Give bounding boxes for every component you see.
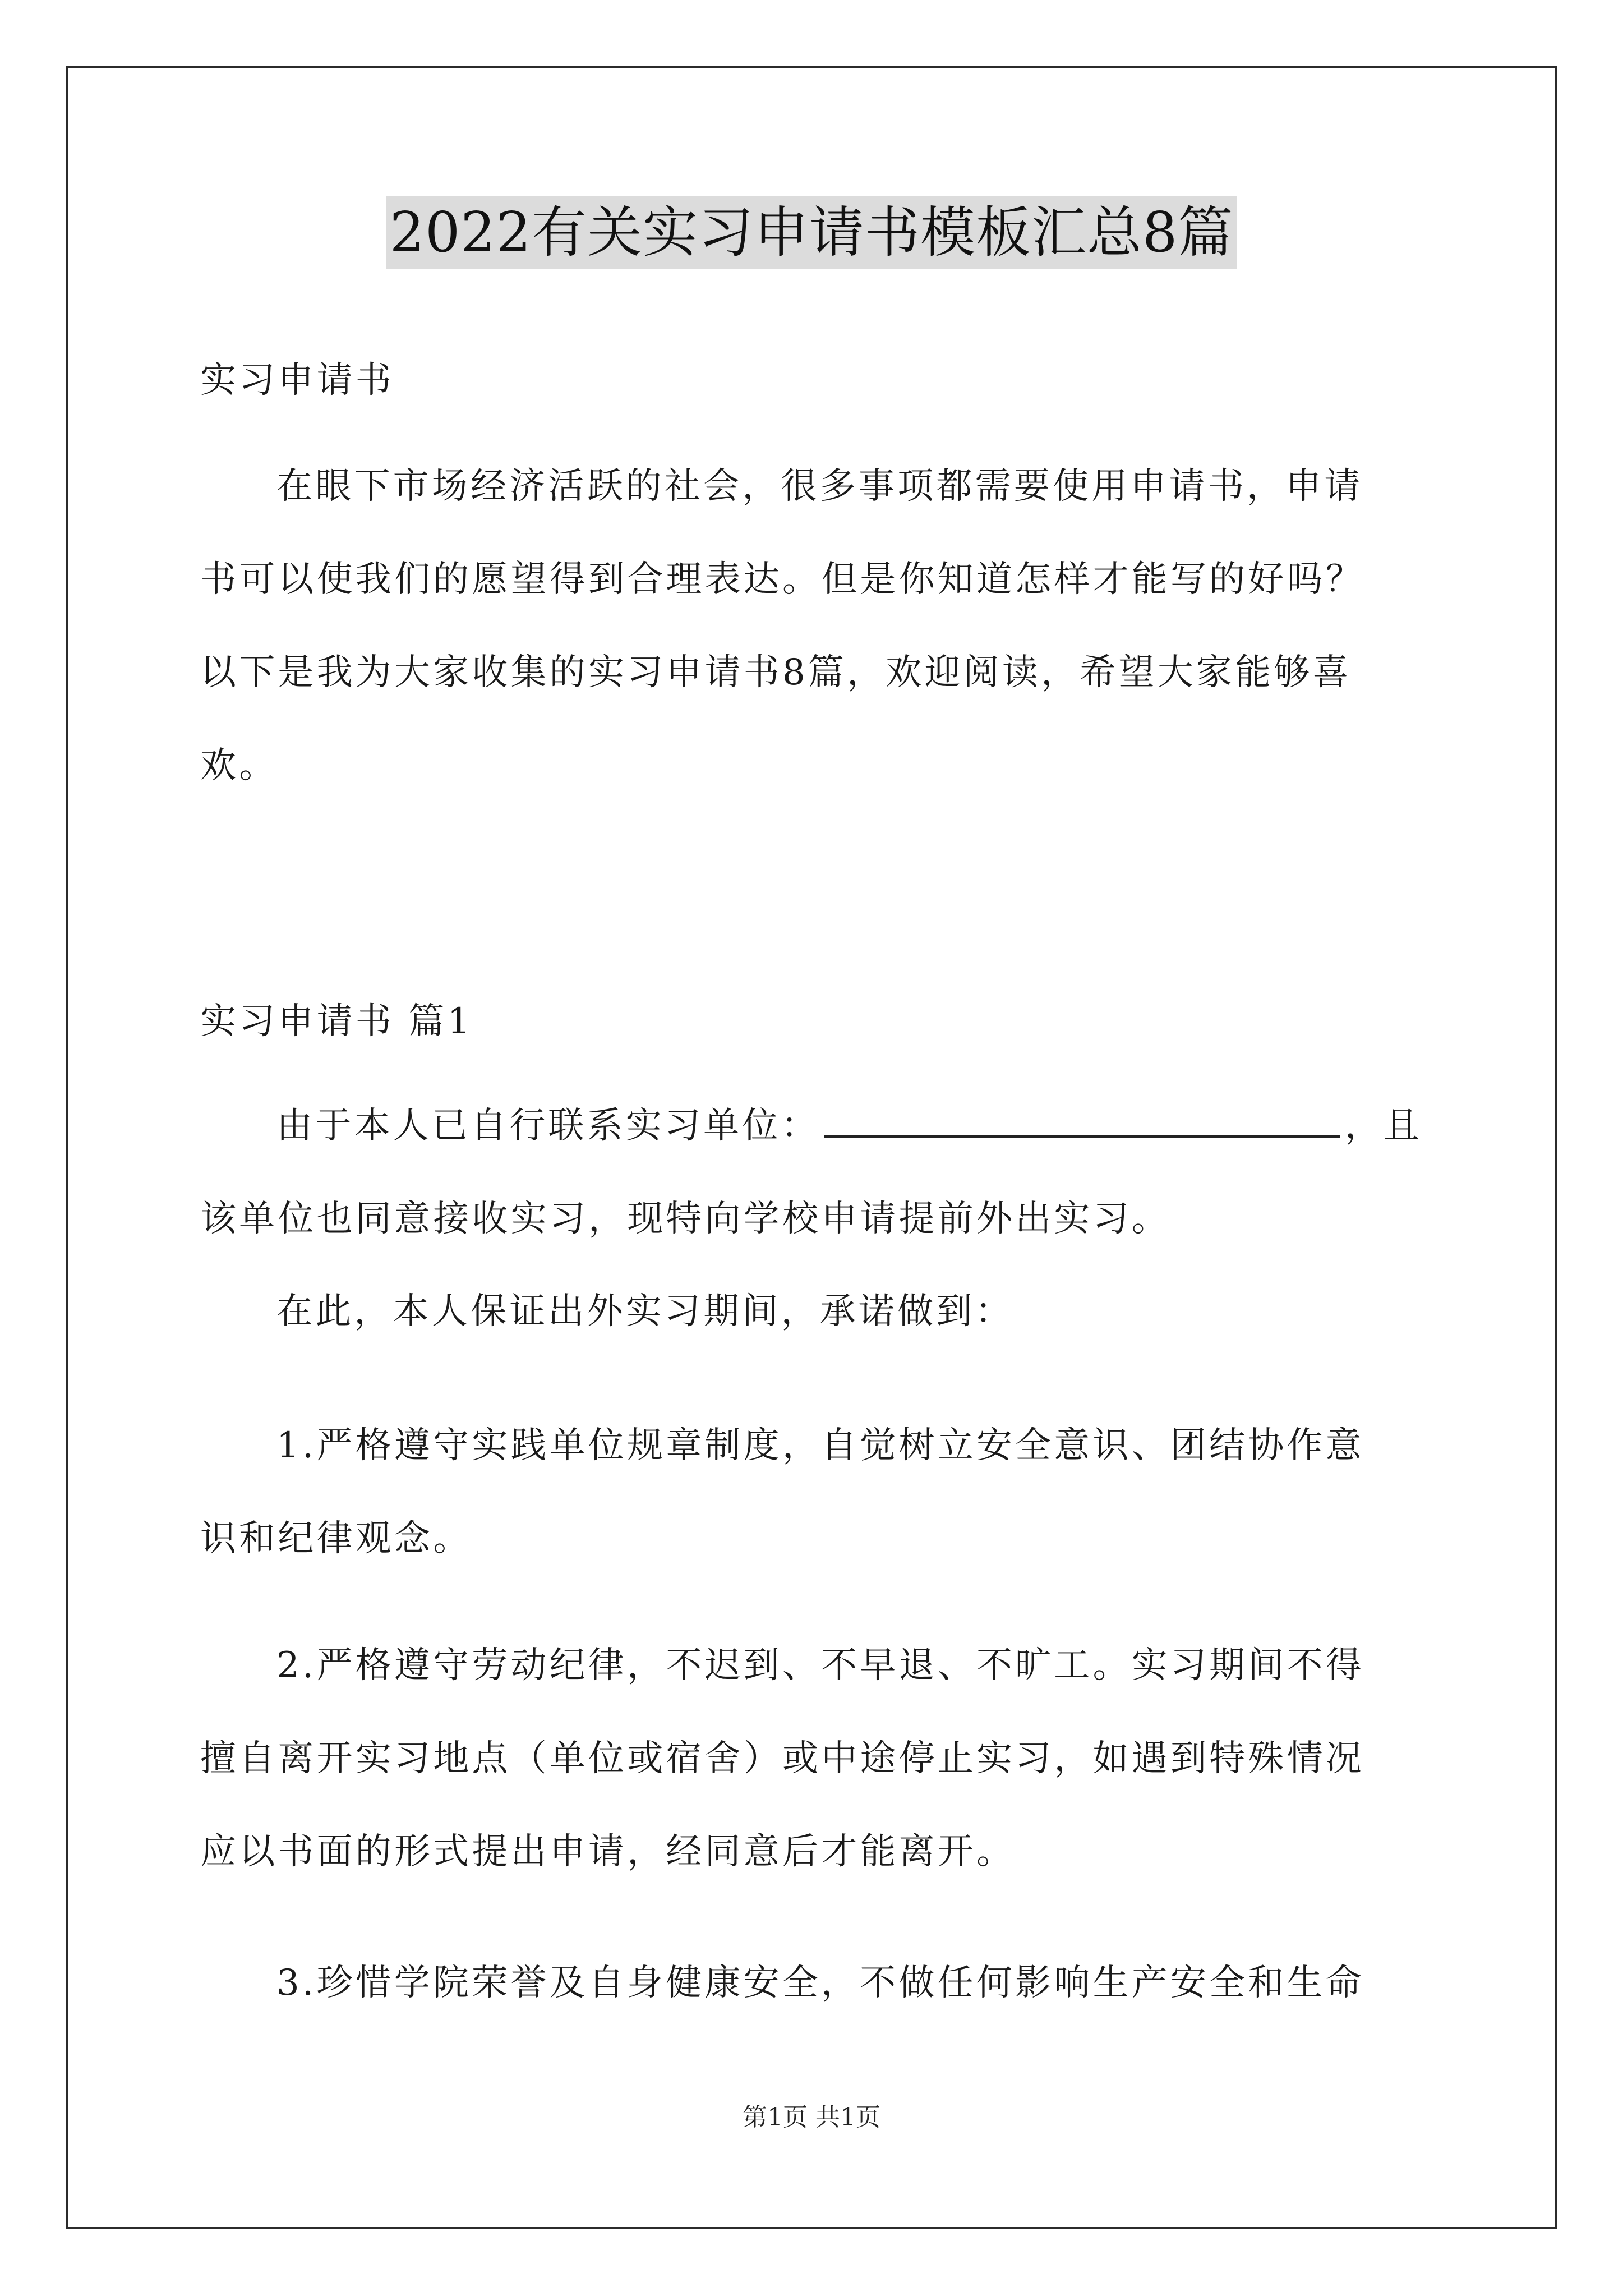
intro-line-4: 欢。 <box>200 745 278 786</box>
document-title: 2022有关实习申请书模板汇总8篇 <box>386 196 1237 269</box>
item3-line-1: 3.珍惜学院荣誉及自身健康安全，不做任何影响生产安全和生命 <box>276 1962 1364 2004</box>
para1-end-text: ，且 <box>1344 1105 1423 1147</box>
intro-line-2: 书可以使我们的愿望得到合理表达。但是你知道怎样才能写的好吗？ <box>200 559 1364 600</box>
item2-line-3: 应以书面的形式提出申请，经同意后才能离开。 <box>200 1831 1016 1872</box>
item1-line-2: 识和纪律观念。 <box>200 1518 472 1559</box>
page-footer: 第1页 共1页 <box>743 2103 880 2132</box>
para2: 在此，本人保证出外实习期间，承诺做到： <box>276 1291 1014 1332</box>
para1-line-1 <box>276 1101 1422 1151</box>
intro-line-1: 在眼下市场经济活跃的社会，很多事项都需要使用申请书，申请 <box>276 466 1363 507</box>
section-heading: 实习申请书 篇1 <box>200 1001 473 1042</box>
unit-name-blank <box>824 1104 1340 1138</box>
item1-line-1: 1.严格遵守实践单位规章制度，自觉树立安全意识、团结协作意 <box>276 1425 1364 1466</box>
intro-line-3: 以下是我为大家收集的实习申请书8篇，欢迎阅读，希望大家能够喜 <box>200 652 1352 693</box>
item2-line-1: 2.严格遵守劳动纪律，不迟到、不早退、不旷工。实习期间不得 <box>276 1645 1364 1686</box>
item2-line-2: 擅自离开实习地点（单位或宿舍）或中途停止实习，如遇到特殊情况 <box>200 1738 1364 1779</box>
title-container <box>0 196 1623 269</box>
para1-line-2: 该单位也同意接收实习，现特向学校申请提前外出实习。 <box>200 1198 1170 1240</box>
heading-main: 实习申请书 <box>200 360 394 401</box>
para1-start-text: 由于本人已自行联系实习单位： <box>276 1105 820 1147</box>
